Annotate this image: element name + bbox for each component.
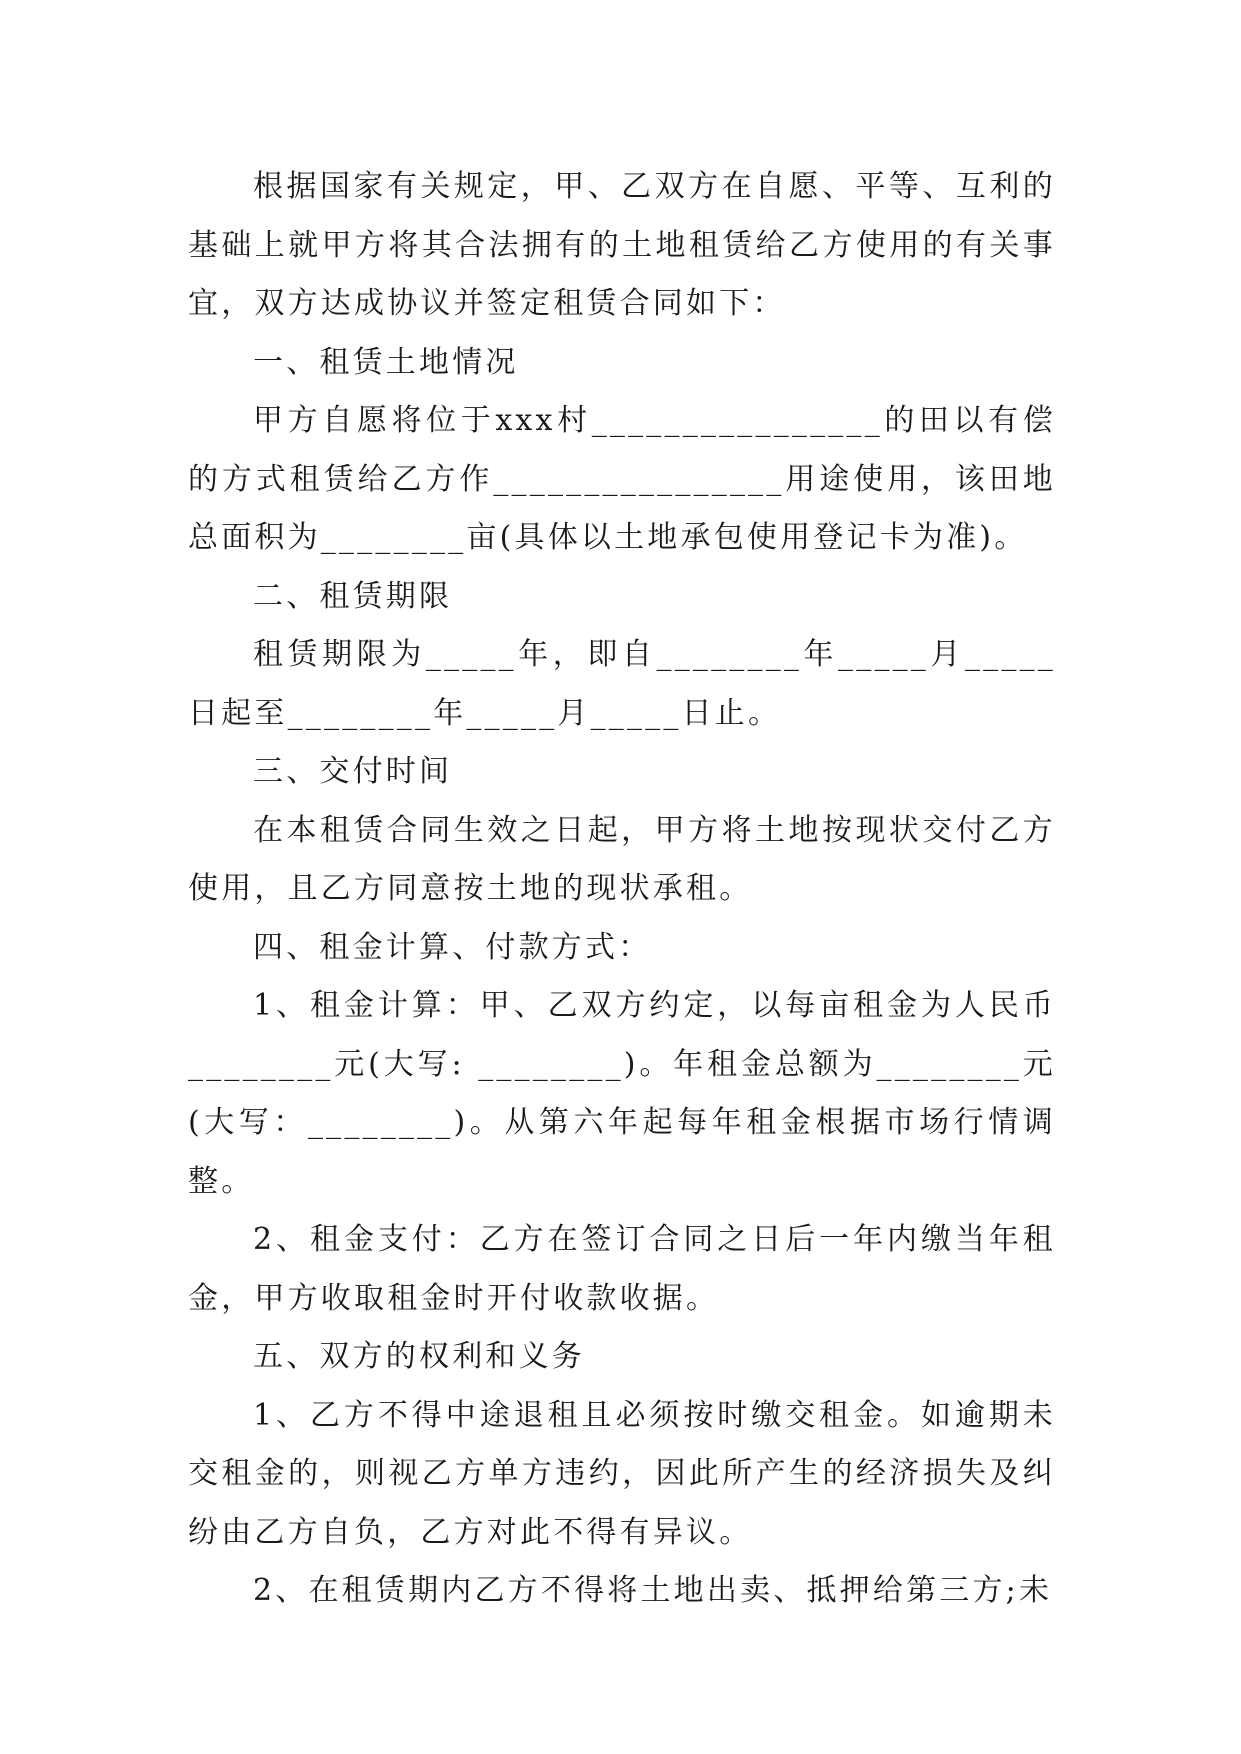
document-body xyxy=(188,158,1056,1621)
intro-paragraph: 根据国家有关规定，甲、乙双方在自愿、平等、互利的基础上就甲方将其合法拥有的土地租赁给乙方使用的有关事宜，双方达成协议并签定租赁合同如下： xyxy=(188,169,1056,321)
section-heading-rights: 五、双方的权利和义务 xyxy=(253,1339,585,1374)
section-heading-term: 二、租赁期限 xyxy=(253,578,453,614)
rent-calculation-paragraph: 1、租金计算：甲、乙双方约定，以每亩租金为人民币________元(大写: ________)。年租金总额为________元(大写：________)。从第六年起每年租金根据市场行情调整。 xyxy=(188,988,1056,1199)
section-heading-delivery: 三、交付时间 xyxy=(253,754,453,789)
rights-item-2-paragraph: 2、在租赁期内乙方不得将土地出卖、抵押给第三方;未 xyxy=(253,1573,1053,1608)
land-paragraph: 甲方自愿将位于xxx村________________的田以有偿的方式租赁给乙方作________________用途使用，该田地总面积为________亩(具体以土地承包使用登记卡为准)。 xyxy=(188,403,1056,555)
rent-payment-paragraph: 2、租金支付：乙方在签订合同之日后一年内缴当年租金，甲方收取租金时开付收款收据。 xyxy=(188,1222,1056,1316)
term-paragraph: 租赁期限为_____年，即自________年_____月_____日起至________年_____月_____日止。 xyxy=(188,637,1056,731)
section-heading-rent: 四、租金计算、付款方式： xyxy=(253,929,652,965)
rights-item-1-paragraph: 1、乙方不得中途退租且必须按时缴交租金。如逾期未交租金的，则视乙方单方违约，因此所产生的经济损失及纠纷由乙方自负，乙方对此不得有异议。 xyxy=(188,1397,1056,1550)
section-heading-land: 一、租赁土地情况 xyxy=(253,344,519,380)
delivery-paragraph: 在本租赁合同生效之日起，甲方将土地按现状交付乙方使用，且乙方同意按土地的现状承租。 xyxy=(188,812,1056,906)
